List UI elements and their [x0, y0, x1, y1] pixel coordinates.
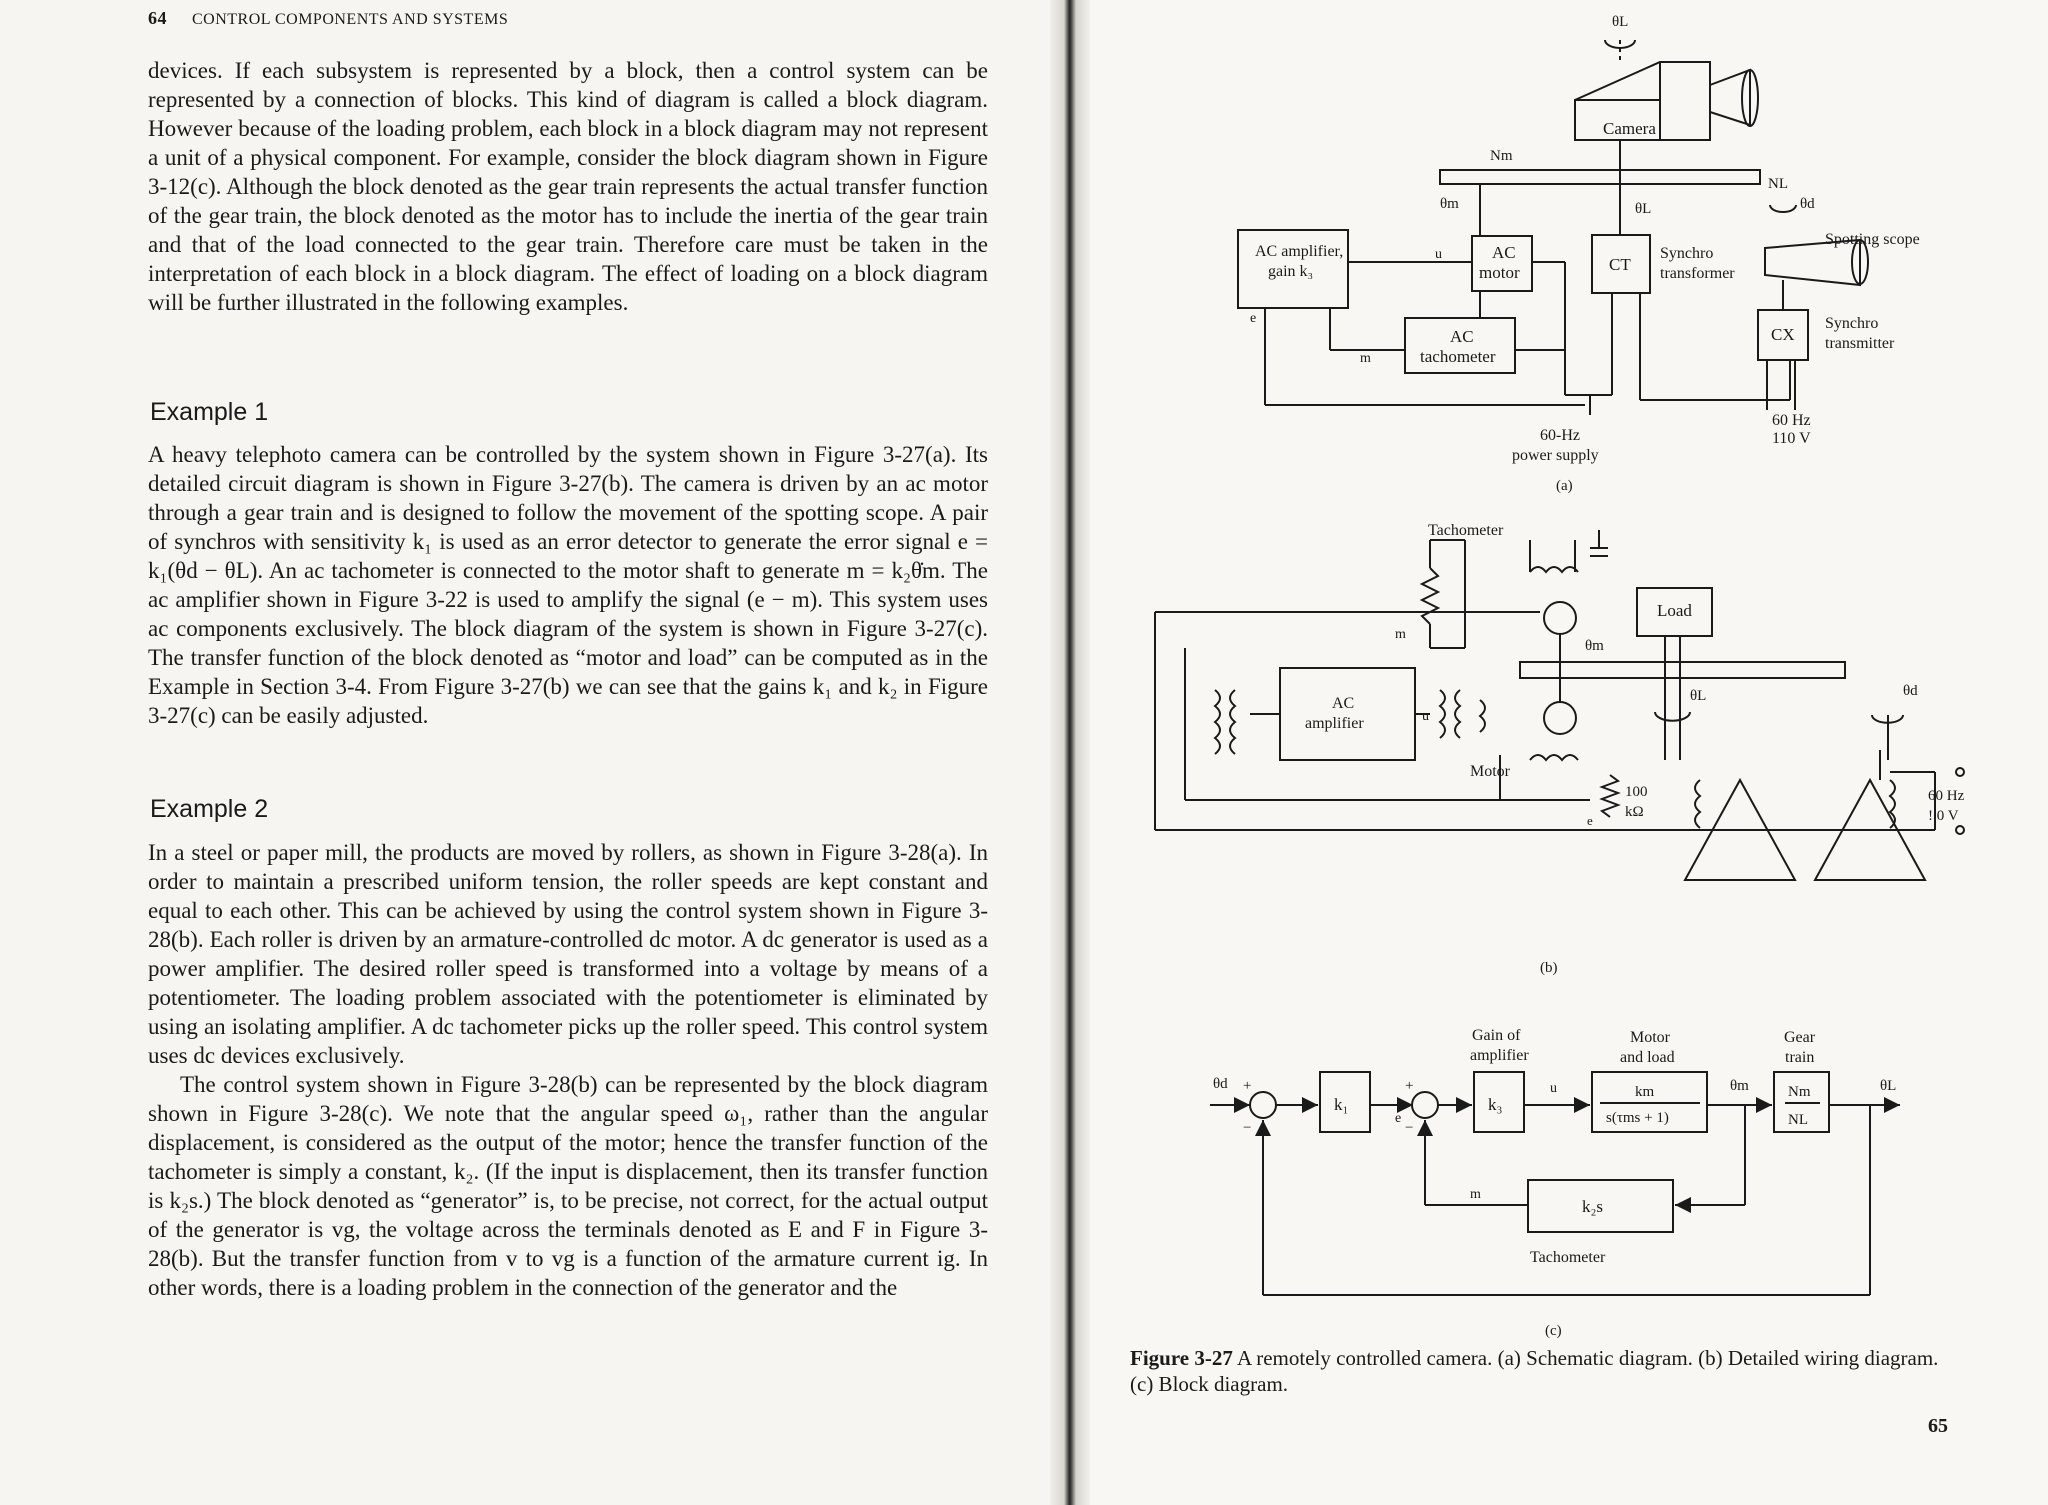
fig-c-motor-load-line1: Motor — [1630, 1029, 1670, 1046]
gear-train — [1440, 170, 1760, 184]
fig-a-cx: CX — [1771, 325, 1795, 344]
fig-c-NL: NL — [1788, 1112, 1808, 1128]
fig-b-e: e — [1587, 813, 1593, 828]
fig-b-motor: Motor — [1470, 763, 1510, 780]
fig-b-theta-d: θd — [1903, 683, 1918, 699]
fig-b-load: Load — [1657, 601, 1692, 620]
fig-b-ac-amplifier-box — [1280, 668, 1415, 760]
fig-c-u: u — [1550, 1081, 1557, 1096]
fig-c-theta-L: θL — [1880, 1078, 1897, 1094]
fig-c-e: e — [1395, 1111, 1402, 1126]
fig-c-theta-d: θd — [1213, 1076, 1228, 1092]
fig-b-gear — [1520, 662, 1845, 678]
fig-b-tachometer-rotor — [1544, 602, 1576, 634]
fig-b-resistor — [1422, 568, 1438, 624]
fig-a-supply-line1: 60 Hz — [1772, 412, 1811, 429]
fig-b-m: m — [1395, 627, 1406, 642]
fig-a-NL: NL — [1768, 176, 1788, 192]
running-header — [148, 8, 508, 29]
fig-a-ac-tach-line2: tachometer — [1420, 347, 1496, 366]
fig-c-label: (c) — [1545, 1323, 1562, 1339]
page-number-right: 65 — [1928, 1415, 1948, 1437]
fig-c-Nm: Nm — [1788, 1084, 1811, 1100]
fig-b-tachometer: Tachometer — [1428, 522, 1504, 539]
intro-paragraph — [148, 56, 988, 317]
fig-c-km: km — [1635, 1084, 1655, 1100]
fig-a-supply-line2: 110 V — [1772, 430, 1811, 447]
book-spine — [1050, 0, 1090, 1505]
fig-b-ac-amp-line2: amplifier — [1305, 715, 1364, 732]
fig-c-k3: k₃ — [1488, 1095, 1503, 1114]
fig-a-ac-amp-line2: gain k₃ — [1268, 263, 1314, 280]
fig-a-u: u — [1435, 247, 1442, 262]
fig-a-synchro-tx-line1: Synchro — [1825, 315, 1879, 332]
fig-c-gain-amp-line2: amplifier — [1470, 1047, 1529, 1064]
fig-a-theta-d: θd — [1800, 196, 1815, 212]
fig-a-power-line1: 60-Hz — [1540, 427, 1580, 444]
example2-paragraph — [148, 838, 988, 1302]
fig-b-input-coil — [1215, 690, 1220, 754]
example1-text: A heavy telephoto camera can be controlled by the system shown in Figure 3-27(a). Its detailed circuit diagram is shown in Figure 3-27(b). The camera is driven by an ac motor through a gear train and is designed to follow the movement of the spotting scope. A pair of synchros with sensitivity k₁ is used as an error detector to generate the error signal e = k₁(θd − θL). An ac tachometer is connected to the motor shaft to generate m = k₂θ̇m. The ac amplifier shown in Figure 3-22 is used to amplify the signal (e − m). This system uses ac components exclusively. The block diagram of the system is shown in Figure 3-27(c). The transfer function of the block denoted as “motor and load” can be computed as in the Example in Section 3-4. From Figure 3-27(b) we can see that the gains k₁ and k₂ in Figure 3-27(c) can be easily adjusted. — [148, 442, 988, 728]
fig-a-power-line2: power supply — [1512, 447, 1599, 464]
caption-figure-number: Figure 3-27 — [1130, 1346, 1233, 1370]
example2-heading: Example 2 — [150, 795, 269, 823]
fig-a-ct: CT — [1609, 255, 1631, 274]
fig-b-pot-line1: 100 — [1625, 784, 1648, 800]
example1-paragraph — [148, 440, 988, 730]
caption-text: A remotely controlled camera. (a) Schematic diagram. (b) Detailed wiring diagram. (c) Block diagram. — [1130, 1346, 1939, 1396]
fig-a-theta-L-top: θL — [1612, 14, 1629, 30]
figure-c-block-diagram — [1100, 1000, 2000, 1345]
fig-c-plus-2: + — [1405, 1078, 1414, 1094]
fig-c-denominator: s(τms + 1) — [1606, 1110, 1669, 1126]
summing-junction-2 — [1412, 1092, 1438, 1118]
fig-a-synchro-tx-line2: transmitter — [1825, 335, 1895, 352]
figure-b-wiring — [1100, 500, 2000, 990]
fig-b-theta-m: θm — [1585, 638, 1604, 654]
summing-junction-1 — [1250, 1092, 1276, 1118]
fig-a-ac-motor-line2: motor — [1479, 263, 1520, 282]
fig-c-plus-1: + — [1243, 1078, 1252, 1094]
fig-b-motor-rotor — [1544, 702, 1576, 734]
fig-b-ac-amp-line1: AC — [1332, 695, 1355, 712]
fig-c-tachometer: Tachometer — [1530, 1249, 1606, 1266]
example2-text-2: The control system shown in Figure 3-28(b) can be represented by the block diagram shown in Figure 3-28(c). We note that the angular speed ω₁, rather than the angular displacement, is considered as the output of the motor; hence the transfer function of the tachometer is simply a constant, k₂. (If the input is displacement, then its transfer function is k₂s.) The block denoted as “generator” is, to be precise, not correct, for the actual output of the generator is vg, the voltage across the terminals denoted as E and F in Figure 3-28(b). But the transfer function from v to vg is a function of the armature current ig. In other words, there is a loading problem in the connection of the generator and the — [148, 1072, 988, 1300]
fig-a-theta-L: θL — [1635, 201, 1652, 217]
fig-c-m: m — [1470, 1187, 1481, 1202]
fig-c-minus-2: − — [1405, 1120, 1414, 1136]
fig-b-u: u — [1422, 709, 1429, 724]
example1-heading: Example 1 — [150, 398, 269, 426]
fig-c-k2s: k₂s — [1582, 1197, 1604, 1216]
fig-b-label: (b) — [1540, 960, 1558, 976]
fig-c-gear-line1: Gear — [1784, 1029, 1816, 1046]
fig-b-pot-line2: kΩ — [1625, 804, 1644, 820]
fig-a-ac-motor-line1: AC — [1492, 243, 1516, 262]
running-head-title: CONTROL COMPONENTS AND SYSTEMS — [192, 11, 509, 28]
fig-c-motor-load-line2: and load — [1620, 1049, 1675, 1066]
fig-a-synchro-tr-line1: Synchro — [1660, 245, 1714, 262]
page-number-left: 64 — [148, 8, 167, 28]
intro-text: devices. If each subsystem is represented by a block, then a control system can be represented by a connection of blocks. This kind of diagram is called a block diagram. However because of the loading problem, each block in a block diagram may not represent a unit of a physical component. For example, consider the block diagram shown in Figure 3-12(c). Although the block denoted as the gear train represents the actual transfer function of the gear train, the block denoted as the motor has to include the inertia of the gear train and that of the load connected to the gear train. Therefore care must be taken in the interpretation of each block in a block diagram. The effect of loading on a block diagram will be further illustrated in the following examples. — [148, 58, 988, 315]
fig-b-potentiometer — [1602, 775, 1618, 817]
fig-c-gear-line2: train — [1785, 1049, 1815, 1066]
fig-c-gain-amp-line1: Gain of — [1472, 1027, 1521, 1044]
fig-b-supply-line2: !.0 V — [1928, 808, 1959, 824]
fig-a-spotting-scope: Spotting scope — [1825, 231, 1920, 248]
fig-a-theta-m: θm — [1440, 196, 1459, 212]
fig-a-camera-label: Camera — [1603, 119, 1656, 138]
fig-a-e: e — [1250, 311, 1257, 326]
fig-a-m: m — [1360, 351, 1371, 366]
fig-c-k1: k₁ — [1334, 1095, 1349, 1114]
fig-c-theta-m: θm — [1730, 1078, 1749, 1094]
fig-a-synchro-tr-line2: transformer — [1660, 265, 1735, 282]
figure-caption — [1130, 1345, 1960, 1397]
example2-text-1: In a steel or paper mill, the products are moved by rollers, as shown in Figure 3-28(a). In order to maintain a prescribed uniform tension, the roller speeds are kept constant and equal to each other. This can be achieved by using the control system shown in Figure 3-28(b). Each roller is driven by an armature-controlled dc motor. A dc generator is used as a power amplifier. The desired roller speed is transformed into a voltage by means of a potentiometer. The loading problem associated with the potentiometer is eliminated by using an isolating amplifier. A dc tachometer picks up the roller speed. This control system uses dc devices exclusively. — [148, 840, 988, 1068]
fig-a-ac-tach-line1: AC — [1450, 327, 1474, 346]
fig-a-Nm: Nm — [1490, 148, 1513, 164]
fig-a-ac-amp-line1: AC amplifier, — [1255, 243, 1344, 260]
fig-b-theta-L: θL — [1690, 688, 1707, 704]
figure-a-schematic — [1100, 0, 2000, 500]
fig-b-supply-line1: 60 Hz — [1928, 788, 1965, 804]
fig-c-minus-1: − — [1243, 1120, 1252, 1136]
fig-a-label: (a) — [1556, 478, 1573, 494]
